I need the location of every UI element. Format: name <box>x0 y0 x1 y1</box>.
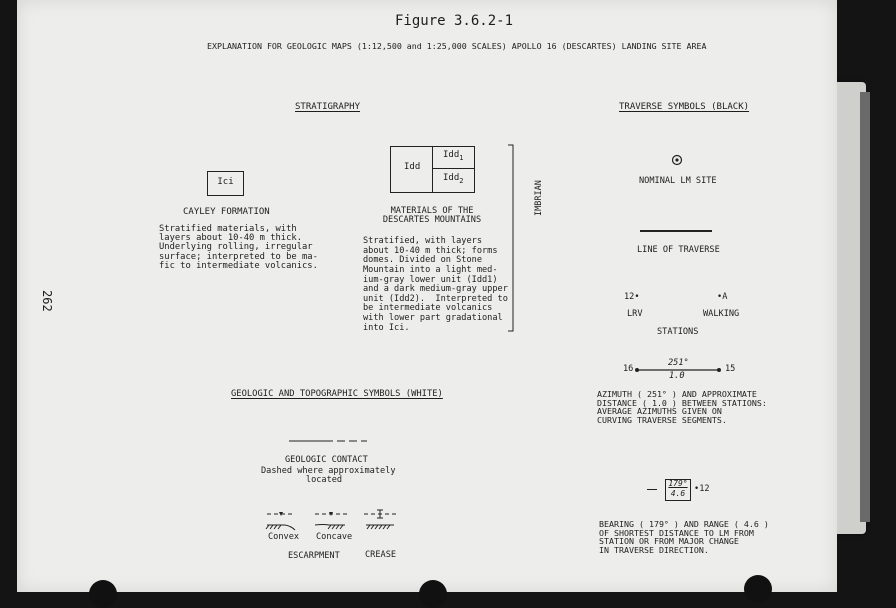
traverse-line-sample <box>640 230 712 232</box>
binder-tab-edge <box>860 92 870 522</box>
binder-hole-left <box>89 580 117 608</box>
stratigraphy-heading: STRATIGRAPHY <box>295 102 361 112</box>
convex-label: Convex <box>268 532 300 542</box>
azimuth-description: AZIMUTH ( 251° ) AND APPROXIMATE DISTANCE ( 1.0 ) BETWEEN STATIONS: AVERAGE AZIMUTHS GIVEN ON CURVING TRAVERSE SEGMENTS. <box>597 389 767 426</box>
escarpment-label: ESCARPMENT <box>288 551 340 561</box>
descartes-title: MATERIALS OF THE DESCARTES MOUNTAINS <box>382 206 482 226</box>
lm-site-icon <box>671 154 683 166</box>
line-of-traverse-label: LINE OF TRAVERSE <box>637 245 720 255</box>
bearing-dash <box>647 489 657 490</box>
cayley-symbol-box <box>207 171 244 196</box>
descartes-divider-vertical <box>432 146 433 192</box>
contact-line <box>289 439 369 443</box>
lm-site-label: NOMINAL LM SITE <box>639 176 717 186</box>
figure-title: Figure 3.6.2-1 <box>395 13 514 29</box>
stations-label: STATIONS <box>657 327 699 337</box>
azimuth-value: 251° <box>668 358 689 368</box>
cayley-symbol: Ici <box>217 177 234 187</box>
lrv-station-marker: 12• <box>624 292 640 302</box>
bearing-range-box <box>665 479 691 501</box>
descartes-description: Stratified, with layers about 10-40 m thick; forms domes. Divided on Stone Mountain into a light med- ium-gray lower unit (Idd1) and a dark medium-gray upper unit (Idd2). Interpreted to be intermediate volcanics with lower part gradational into Ici. <box>363 236 508 333</box>
range-value: 4.6 <box>670 489 686 498</box>
distance-value: 1.0 <box>669 371 685 381</box>
bearing-station-marker: •12 <box>694 484 710 494</box>
bearing-description: BEARING ( 179° ) AND RANGE ( 4.6 ) OF SHORTEST DISTANCE TO LM FROM STATION OR FROM MAJOR CHANGE IN TRAVERSE DIRECTION. <box>599 519 769 556</box>
figure-subtitle: EXPLANATION FOR GEOLOGIC MAPS (1:12,500 and 1:25,000 SCALES) APOLLO 16 (DESCARTES) LANDING SITE AREA <box>207 41 707 51</box>
to-station-number: 15 <box>725 364 736 374</box>
contact-description: Dashed where approximately located <box>261 466 396 486</box>
contact-title: GEOLOGIC CONTACT <box>285 455 368 465</box>
binder-hole-right <box>744 575 772 603</box>
imbrian-label: IMBRIAN <box>534 180 544 216</box>
descartes-symbol-main: Idd <box>404 162 421 172</box>
walking-label: WALKING <box>703 309 740 319</box>
traverse-heading: TRAVERSE SYMBOLS (BLACK) <box>619 102 750 112</box>
page-number: 262 <box>40 290 54 312</box>
imbrian-bracket <box>507 144 521 334</box>
cayley-title: CAYLEY FORMATION <box>183 207 270 217</box>
bearing-value: 179° <box>668 479 688 488</box>
descartes-symbol-upper: Idd$_1$ <box>443 150 464 162</box>
convex-escarpment-icon <box>267 509 297 531</box>
descartes-divider-horizontal <box>432 168 474 169</box>
walking-station-marker: •A <box>717 292 728 302</box>
geologic-symbols-heading: GEOLOGIC AND TOPOGRAPHIC SYMBOLS (WHITE) <box>231 389 443 399</box>
binder-hole-middle <box>419 580 447 608</box>
descartes-symbol-lower: Idd$_2$ <box>443 173 464 185</box>
crease-icon <box>364 508 398 530</box>
from-station-number: 16 <box>623 364 634 374</box>
concave-escarpment-icon <box>315 509 349 531</box>
lrv-label: LRV <box>627 309 643 319</box>
cayley-description: Stratified materials, with layers about 10-40 m thick. Underlying rolling, irregular surface; interpreted to be ma- fic to intermediate volcanics. <box>159 224 318 271</box>
crease-label: CREASE <box>365 550 397 560</box>
document-page <box>17 0 837 592</box>
concave-label: Concave <box>316 532 353 542</box>
